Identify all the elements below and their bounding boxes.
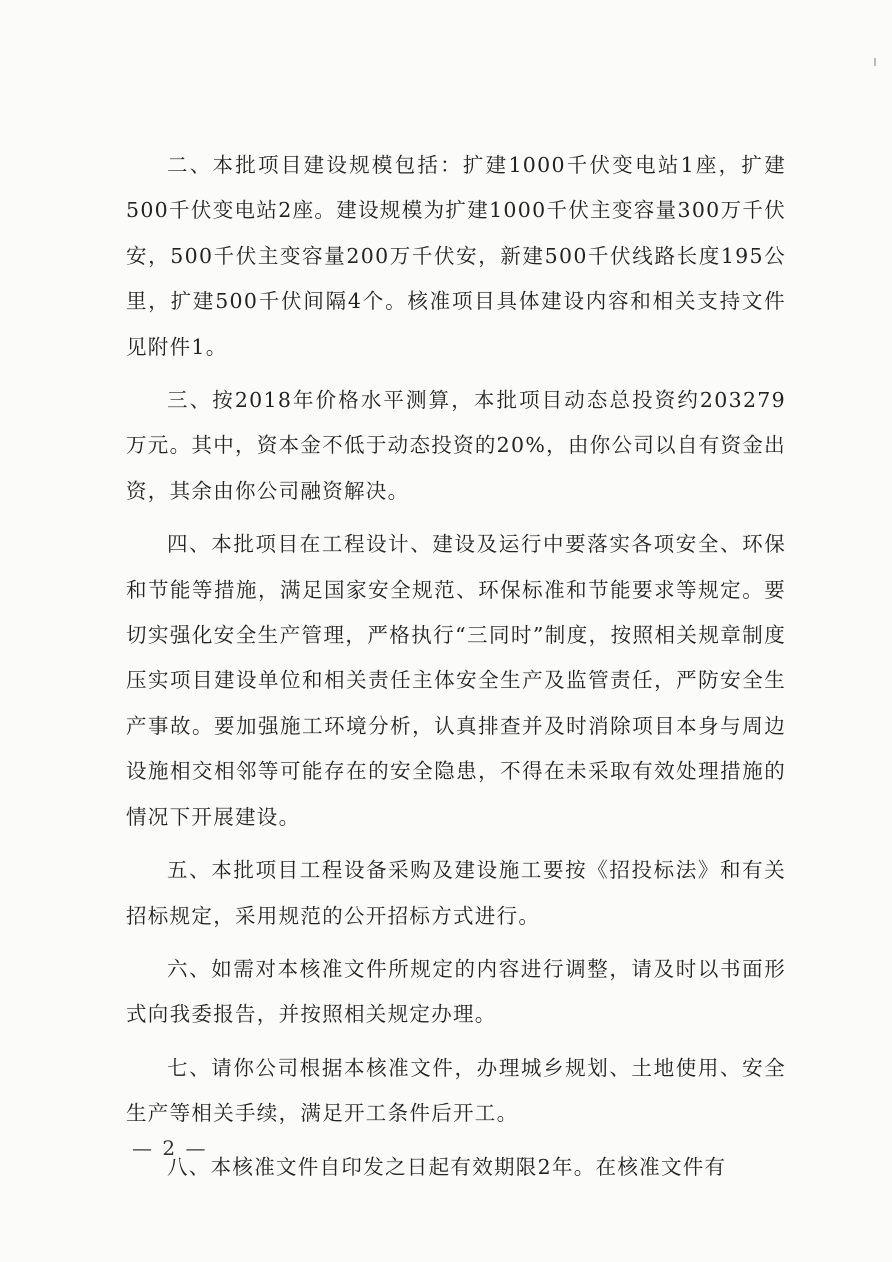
paragraph-6-adjustment: 六、如需对本核准文件所规定的内容进行调整，请及时以书面形式向我委报告，并按照相关规定办理。: [126, 956, 786, 1027]
document-body: [126, 143, 786, 1190]
paragraph-5-procurement: 五、本批项目工程设备采购及建设施工要按《招投标法》和有关招标规定，采用规范的公开招标方式进行。: [126, 858, 786, 928]
page-number: — 2 —: [132, 1136, 208, 1160]
paragraph-7-procedures: 七、请你公司根据本核准文件，办理城乡规划、土地使用、安全生产等相关手续，满足开工条件后开工。: [126, 1055, 786, 1126]
scan-edge-mark: [874, 58, 876, 66]
paragraph-8-validity: 八、本核准文件自印发之日起有效期限2年。在核准文件有: [167, 1154, 727, 1179]
paragraph-4-safety: 四、本批项目在工程设计、建设及运行中要落实各项安全、环保和节能等措施，满足国家安全规范、环保标准和节能要求等规定。要切实强化安全生产管理，严格执行“三同时”制度，按照相关规章制度压实项目建设单位和相关责任主体安全生产及监管责任，严防安全生产事故。要加强施工环境分析，认真排查并及时消除项目本身与周边设施相交相邻等可能存在的安全隐患，不得在未采取有效处理措施的情况下开展建设。: [126, 532, 786, 829]
paragraph-2-construction-scale: 二、本批项目建设规模包括：扩建1000千伏变电站1座，扩建500千伏变电站2座。建设规模为扩建1000千伏主变容量300万千伏安，500千伏主变容量200万千伏安，新建500千伏线路长度195公里，扩建500千伏间隔4个。核准项目具体建设内容和相关支持文件见附件1。: [126, 153, 786, 359]
paragraph-3-investment: 三、按2018年价格水平测算，本批项目动态总投资约203279万元。其中，资本金不低于动态投资的20%，由你公司以自有资金出资，其余由你公司融资解决。: [126, 388, 786, 503]
